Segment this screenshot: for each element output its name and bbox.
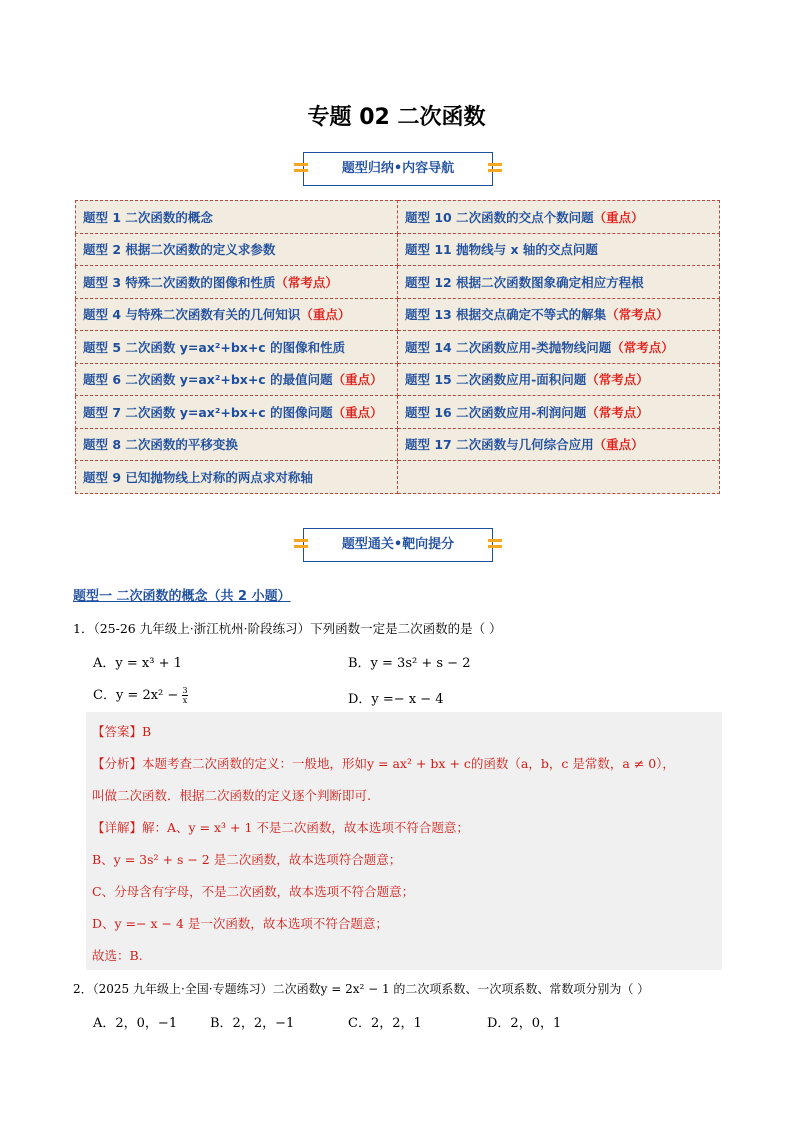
nav-item-tag: （重点） (332, 372, 383, 388)
nav-item[interactable] (76, 331, 398, 364)
nav-item[interactable] (398, 461, 720, 494)
nav-row (76, 363, 720, 396)
nav-item[interactable] (76, 428, 398, 461)
nav-item[interactable] (76, 461, 398, 494)
nav-item-label: 题型 6 二次函数 y=ax²+bx+c 的最值问题 (83, 372, 333, 388)
fraction-denominator: x (182, 696, 188, 705)
nav-item[interactable] (76, 266, 398, 299)
nav-item-tag: （重点） (300, 307, 351, 323)
nav-item-tag: （重点） (593, 209, 644, 225)
nav-item-label: 题型 17 二次函数与几何综合应用 (405, 437, 594, 453)
banner-label: 题型通关•靶向提分 (341, 537, 455, 552)
detail-line: D、y =− x − 4 是一次函数，故本选项不符合题意； (92, 916, 388, 931)
banner-decoration-icon (294, 539, 308, 551)
nav-item-label: 题型 7 二次函数 y=ax²+bx+c 的图像问题 (83, 404, 333, 420)
question-1-option-a: A．y = x³ + 1 (93, 656, 182, 671)
nav-item-label: 题型 9 已知抛物线上对称的两点求对称轴 (83, 469, 313, 485)
nav-item-label: 题型 12 根据二次函数图象确定相应方程根 (405, 274, 644, 290)
nav-item-label: 题型 11 抛物线与 x 轴的交点问题 (405, 242, 598, 258)
nav-item-label: 题型 10 二次函数的交点个数问题 (405, 209, 594, 225)
section-banner-navigation (303, 152, 493, 186)
nav-item-tag: （常考点） (275, 274, 338, 290)
nav-item-label: 题型 15 二次函数应用-面积问题 (405, 372, 587, 388)
fraction-numerator: 3 (182, 686, 188, 695)
nav-item[interactable] (76, 298, 398, 331)
nav-item-label: 题型 14 二次函数应用-类抛物线问题 (405, 339, 612, 355)
answer-line: 【答案】B (92, 724, 152, 739)
nav-item[interactable] (76, 201, 398, 234)
nav-item[interactable] (398, 331, 720, 364)
banner-label: 题型归纳•内容导航 (341, 161, 455, 176)
nav-item-tag: （常考点） (611, 339, 674, 355)
nav-item[interactable] (76, 363, 398, 396)
detail-line: B、y = 3s² + s − 2 是二次函数，故本选项符合题意； (92, 852, 402, 867)
nav-item[interactable] (398, 428, 720, 461)
question-1-option-c (93, 684, 188, 705)
analysis-line: 【分析】本题考查二次函数的定义：一般地，形如y = ax² + bx + c的函数（a，b，c 是常数，a ≠ 0）， (92, 756, 675, 771)
nav-item-tag: （常考点） (586, 404, 649, 420)
nav-item[interactable] (398, 298, 720, 331)
nav-row (76, 201, 720, 234)
nav-item[interactable] (76, 233, 398, 266)
nav-row (76, 331, 720, 364)
nav-item[interactable] (398, 396, 720, 429)
question-2-option-b: B．2，2，−1 (210, 1016, 295, 1031)
nav-item-tag: （常考点） (586, 372, 649, 388)
fraction (182, 686, 187, 705)
question-1-option-b: B．y = 3s² + s − 2 (348, 656, 471, 671)
detail-line: 【详解】解：A、y = x³ + 1 不是二次函数，故本选项不符合题意； (92, 820, 469, 835)
question-1-stem: 1．（25-26 九年级上·浙江杭州·阶段练习）下列函数一定是二次函数的是（ ） (73, 621, 502, 636)
conclusion-line: 故选：B. (92, 948, 143, 963)
nav-item[interactable] (398, 266, 720, 299)
question-2-stem: 2．（2025 九年级上·全国·专题练习）二次函数y = 2x² − 1 的二次项系数、一次项系数、常数项分别为（ ） (73, 982, 650, 996)
question-2-option-d: D．2，0，1 (487, 1016, 562, 1031)
nav-row (76, 428, 720, 461)
banner-decoration-icon (488, 539, 502, 551)
nav-row (76, 461, 720, 494)
option-c-text: C．y = 2x² − (93, 688, 179, 703)
nav-item-label: 题型 5 二次函数 y=ax²+bx+c 的图像和性质 (83, 339, 346, 355)
question-2-option-a: A．2，0，−1 (93, 1016, 178, 1031)
nav-row (76, 396, 720, 429)
nav-row (76, 298, 720, 331)
question-1-option-d: D．y =− x − 4 (348, 692, 444, 707)
nav-item-label: 题型 4 与特殊二次函数有关的几何知识 (83, 307, 301, 323)
nav-item-label: 题型 1 二次函数的概念 (83, 209, 213, 225)
answer-box (86, 712, 722, 970)
section-heading: 题型一 二次函数的概念（共 2 小题） (73, 589, 291, 604)
nav-item-label: 题型 3 特殊二次函数的图像和性质 (83, 274, 276, 290)
nav-item[interactable] (76, 396, 398, 429)
nav-item[interactable] (398, 363, 720, 396)
nav-item-tag: （重点） (332, 404, 383, 420)
topic-navigation-table (75, 200, 720, 494)
nav-row (76, 266, 720, 299)
nav-item-label: 题型 13 根据交点确定不等式的解集 (405, 307, 607, 323)
detail-line: C、分母含有字母，不是二次函数，故本选项不符合题意； (92, 884, 415, 899)
nav-item-tag: （常考点） (606, 307, 669, 323)
banner-decoration-icon (488, 163, 502, 175)
page-title: 专题 02 二次函数 (307, 105, 486, 130)
nav-item-label: 题型 16 二次函数应用-利润问题 (405, 404, 587, 420)
nav-item[interactable] (398, 233, 720, 266)
nav-item-label: 题型 2 根据二次函数的定义求参数 (83, 242, 276, 258)
nav-item[interactable] (398, 201, 720, 234)
nav-row (76, 233, 720, 266)
banner-decoration-icon (294, 163, 308, 175)
section-banner-practice (303, 528, 493, 562)
analysis-line: 叫做二次函数．根据二次函数的定义逐个判断即可. (92, 788, 371, 803)
question-2-option-c: C．2，2，1 (348, 1016, 422, 1031)
nav-item-label: 题型 8 二次函数的平移变换 (83, 437, 238, 453)
nav-item-tag: （重点） (593, 437, 644, 453)
